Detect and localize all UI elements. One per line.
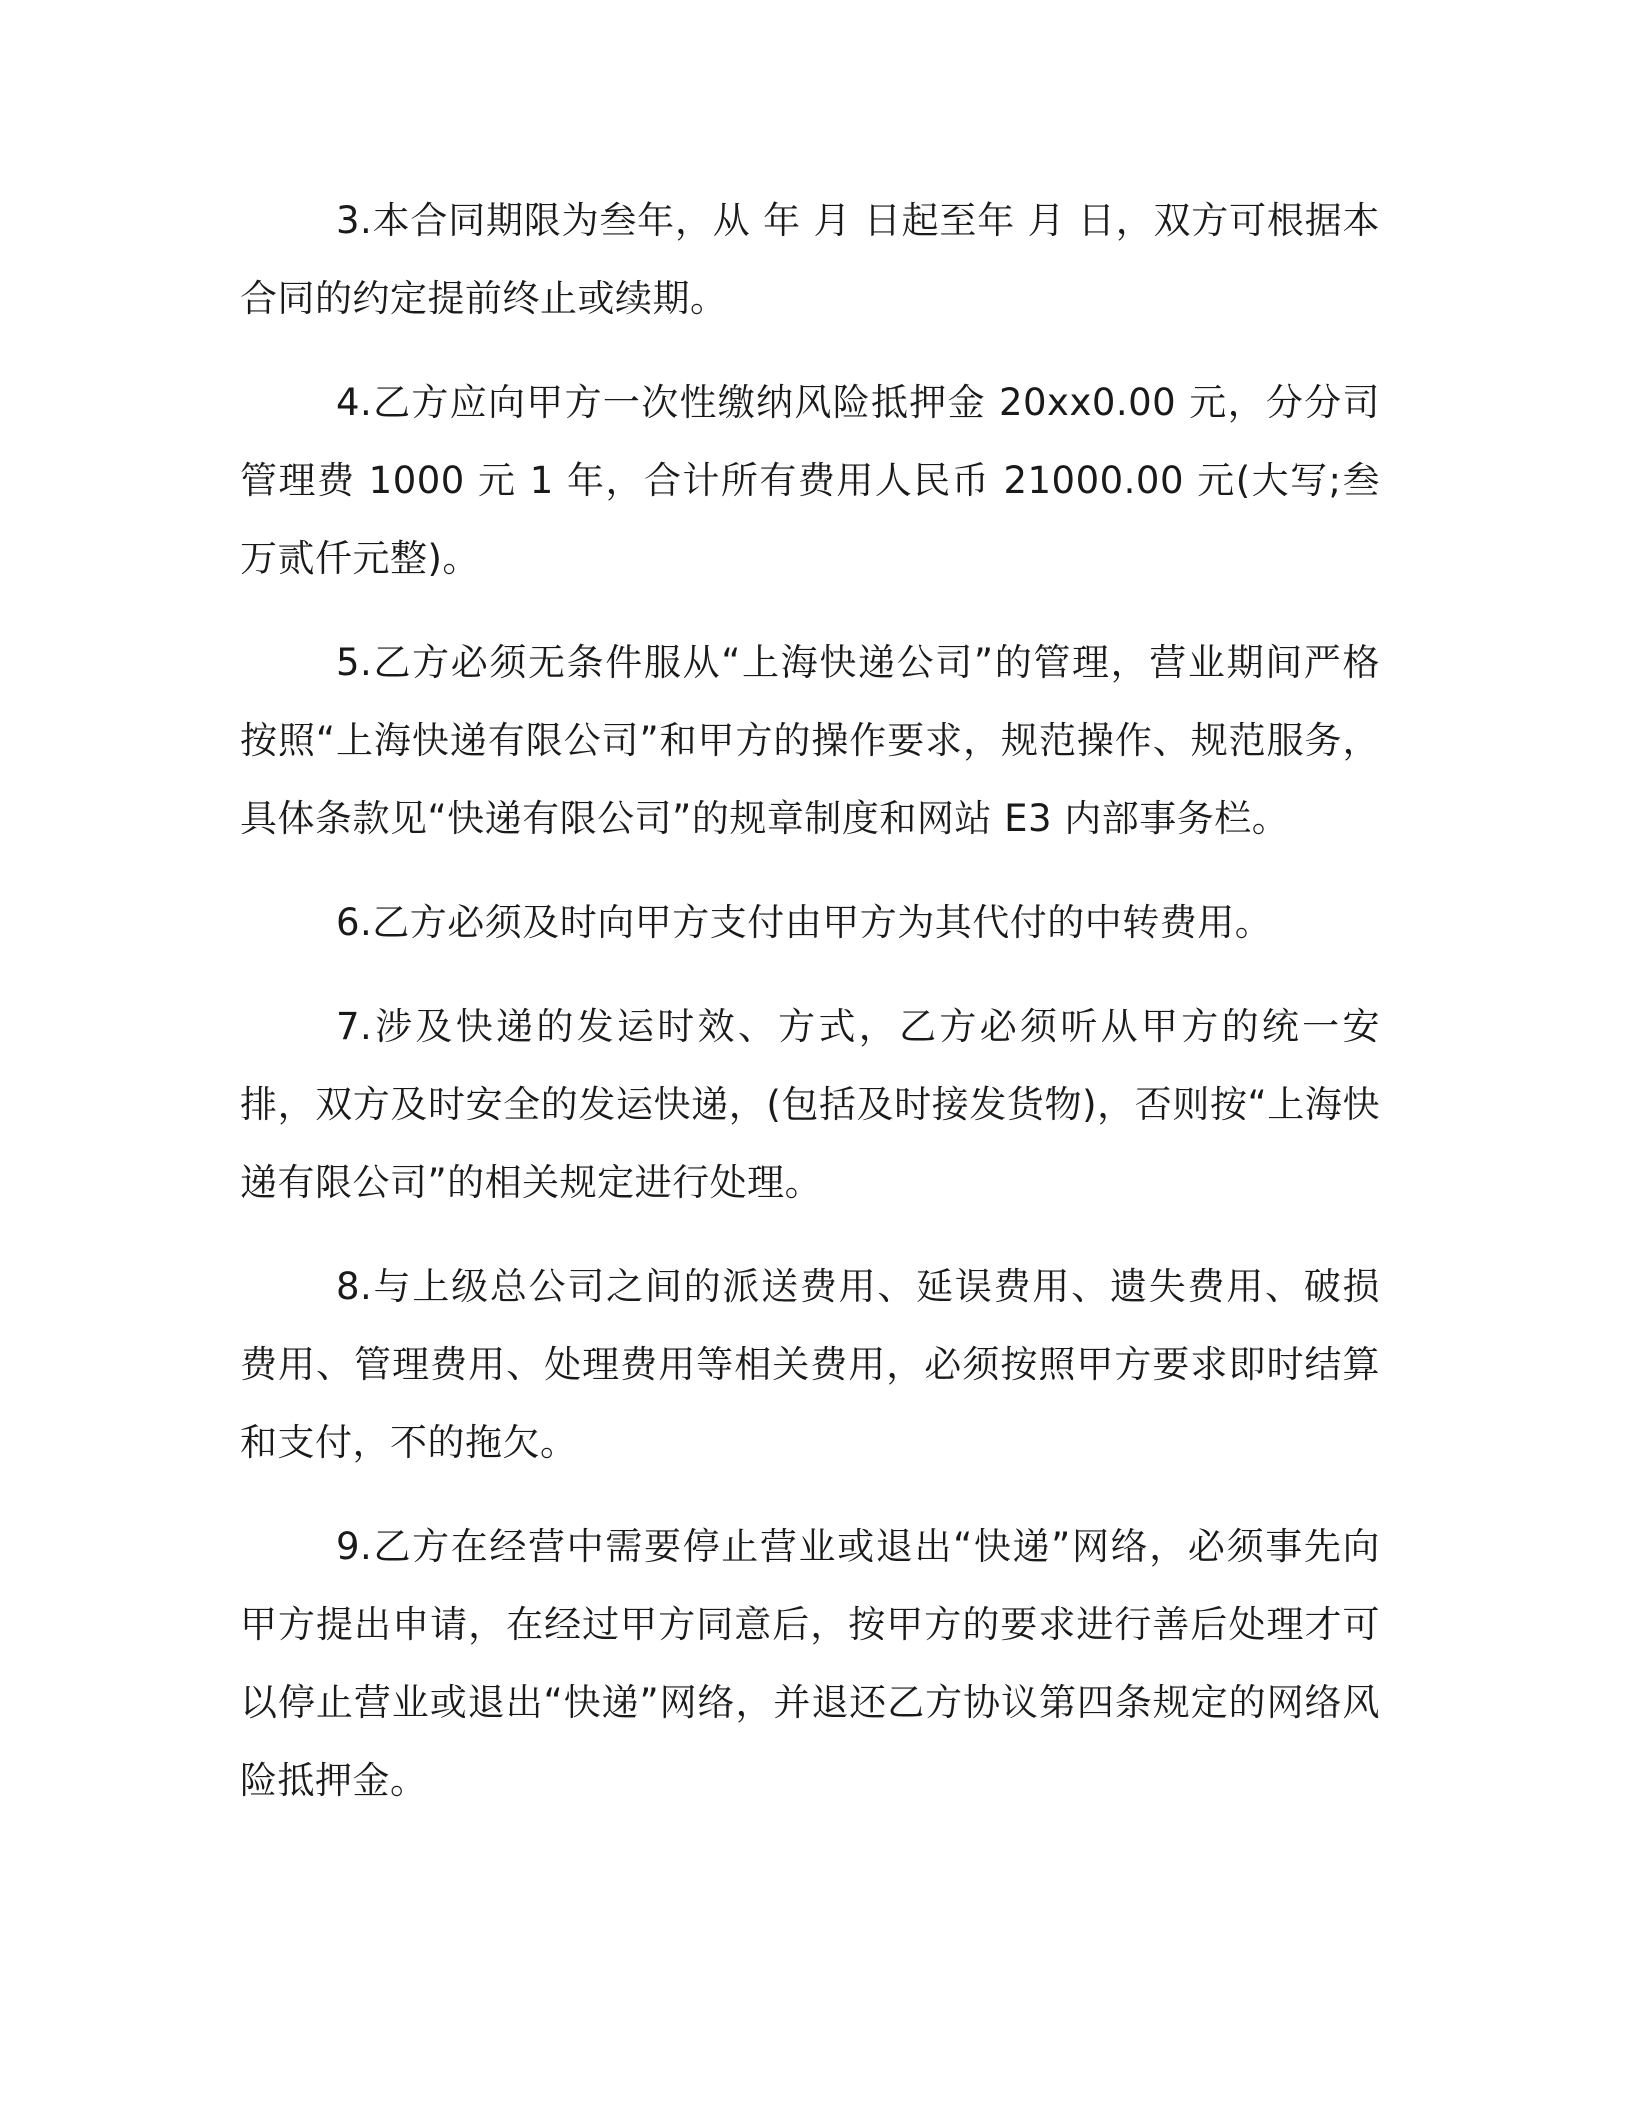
clause-9-paragraph: 9.乙方在经营中需要停止营业或退出“快递”网络，必须事先向甲方提出申请，在经过甲方同意后，按甲方的要求进行善后处理才可以停止营业或退出“快递”网络，并退还乙方协议第四条规定的网络风险抵押金。 (240, 1525, 1380, 1802)
document-body (240, 182, 1380, 1846)
clause-8-paragraph: 8.与上级总公司之间的派送费用、延误费用、遗失费用、破损费用、管理费用、处理费用等相关费用，必须按照甲方要求即时结算和支付，不的拖欠。 (240, 1265, 1380, 1464)
clause-6-paragraph: 6.乙方必须及时向甲方支付由甲方为其代付的中转费用。 (336, 901, 1273, 944)
clause-4-paragraph: 4.乙方应向甲方一次性缴纳风险抵押金 20xx0.00 元，分分司管理费 1000 元 1 年，合计所有费用人民币 21000.00 元(大写;叁万贰仟元整)。 (240, 381, 1380, 580)
clause-5-paragraph: 5.乙方必须无条件服从“上海快递公司”的管理，营业期间严格按照“上海快递有限公司”和甲方的操作要求，规范操作、规范服务，具体条款见“快递有限公司”的规章制度和网站 E3 内部事务栏。 (240, 641, 1380, 840)
clause-7-paragraph: 7.涉及快递的发运时效、方式，乙方必须听从甲方的统一安排，双方及时安全的发运快递，(包括及时接发货物)，否则按“上海快递有限公司”的相关规定进行处理。 (240, 1005, 1380, 1204)
clause-3-paragraph: 3.本合同期限为叁年，从 年 月 日起至年 月 日，双方可根据本合同的约定提前终止或续期。 (240, 199, 1380, 320)
